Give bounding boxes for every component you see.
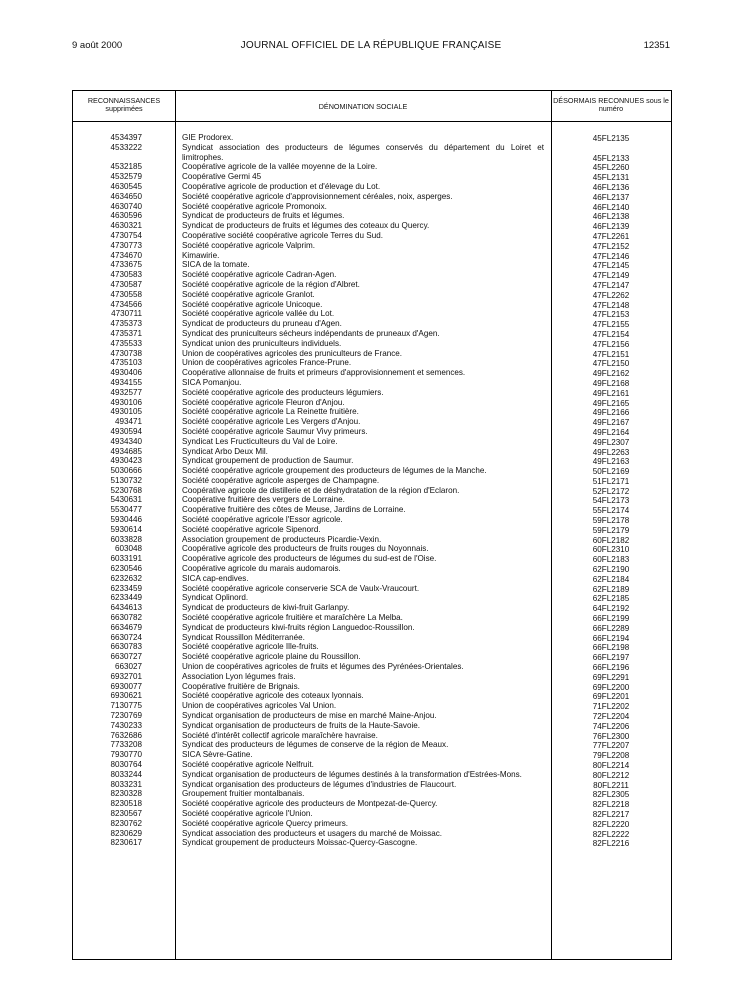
company-name: Union de coopératives agricoles Val Union. [182,701,337,711]
company-name: SICA de la tomate. [182,260,250,270]
new-recognition-number: 82FL2222 [592,829,630,839]
new-recognition-number: 49FL2263 [592,447,630,457]
table-row [73,241,671,251]
new-recognition-number: 74FL2206 [592,721,630,731]
new-recognition-number: 66FL2196 [592,663,630,673]
company-name: Société coopérative agricole plaine du Roussillon. [182,652,361,662]
company-name: Société coopérative agricole des producteurs de Montpezat-de-Quercy. [182,799,438,809]
new-recognition-number: 47FL2145 [592,261,630,271]
table-row [73,447,671,457]
table-row [73,838,671,848]
table-row [73,417,671,427]
new-recognition-number: 49FL2307 [592,437,630,447]
table-row [73,339,671,349]
new-recognition-number: 50FL2169 [592,467,630,477]
table-body [73,133,671,848]
table-row [73,682,671,692]
suppressed-number: 5130732 [110,475,142,485]
company-name: Société coopérative agricole asperges de Champagne. [182,475,380,485]
company-name: Société coopérative agricole vallée du Lot. [182,309,335,319]
table-row [73,329,671,339]
suppressed-number: 4634650 [110,191,142,201]
table-row [73,251,671,261]
new-recognition-number: 66FL2194 [592,633,630,643]
company-name: Union de coopératives agricoles France-Prune. [182,358,352,368]
new-recognition-number: 46FL2139 [592,222,630,232]
table-row [73,564,671,574]
table-row [73,731,671,741]
new-recognition-number: 47FL2156 [592,339,630,349]
new-recognition-number: 47FL2150 [592,359,630,369]
table-header [73,91,671,122]
suppressed-number: 8230518 [110,799,142,809]
table-row [73,192,671,202]
company-name: Coopérative agricole du marais audomarois. [182,564,341,574]
company-name: Société coopérative agricole des producteurs légumiers. [182,387,384,397]
suppressed-number: 6033191 [110,554,142,564]
company-name: Union de coopératives agricoles de fruits et légumes des Pyrénées-Orientales. [182,662,464,672]
new-recognition-number: 59FL2178 [592,516,630,526]
table-row [73,260,671,270]
company-name: Syndicat organisation de producteurs de fruits de la Haute-Savoie. [182,720,421,730]
company-name: Société coopérative agricole Granlot. [182,289,315,299]
company-name: Société coopérative agricole Quercy primeurs. [182,818,348,828]
table-row [73,740,671,750]
page-header [72,40,670,54]
table-row [73,505,671,515]
suppressed-number: 4532185 [110,162,142,172]
table-row [73,280,671,290]
new-recognition-number: 82FL2216 [592,839,630,849]
suppressed-number: 7632686 [110,730,142,740]
table-row [73,495,671,505]
new-recognition-number: 49FL2162 [592,369,630,379]
suppressed-number: 4730773 [110,240,142,250]
new-recognition-number: 66FL2198 [592,643,630,653]
new-recognition-number: 47FL2147 [592,280,630,290]
suppressed-number: 7733208 [110,740,142,750]
suppressed-number: 4730583 [110,270,142,280]
new-recognition-number: 47FL2148 [592,300,630,310]
suppressed-number: 8033244 [110,769,142,779]
table-row [73,398,671,408]
new-recognition-number: 45FL2131 [592,173,630,183]
company-name: Syndicat de producteurs kiwi-fruits région Languedoc-Roussillon. [182,622,415,632]
table-row [73,358,671,368]
suppressed-number: 4930106 [110,397,142,407]
suppressed-number: 663027 [114,662,142,672]
company-name: Syndicat des producteurs de légumes de conserve de la région de Meaux. [182,740,449,750]
new-recognition-number: 62FL2185 [592,594,630,604]
table-row [73,456,671,466]
company-name: Association Lyon légumes frais. [182,671,296,681]
company-name: Société coopérative agricole l'Union. [182,808,313,818]
new-recognition-number: 47FL2153 [592,310,630,320]
suppressed-number: 6233459 [110,583,142,593]
table-row [73,633,671,643]
table-row [73,182,671,192]
company-name: Coopérative agricole des producteurs de fruits rouges du Noyonnais. [182,544,429,554]
new-recognition-number: 79FL2208 [592,751,630,761]
new-recognition-number: 55FL2174 [592,506,630,516]
table-row [73,544,671,554]
new-recognition-number: 66FL2197 [592,653,630,663]
new-recognition-number: 82FL2218 [592,800,630,810]
table-row [73,319,671,329]
recognition-table [72,90,672,960]
suppressed-number: 4730754 [110,230,142,240]
header-company-name: DÉNOMINATION SOCIALE [318,102,408,111]
table-row [73,760,671,770]
table-row [73,691,671,701]
table-row [73,290,671,300]
company-name: SICA Sèvre-Gatine. [182,750,253,760]
company-name: Syndicat de producteurs de fruits et légumes. [182,211,345,221]
suppressed-number: 6233449 [110,593,142,603]
suppressed-number: 4930406 [110,368,142,378]
new-recognition-number: 46FL2136 [592,182,630,192]
table-row [73,349,671,359]
table-row [73,750,671,760]
suppressed-number: 5530477 [110,505,142,515]
table-row [73,172,671,182]
company-name: Société coopérative agricole Ille-fruits. [182,642,319,652]
suppressed-number: 4733675 [110,260,142,270]
suppressed-number: 603048 [114,544,142,554]
new-recognition-number: 66FL2199 [592,614,630,624]
company-name: Société coopérative agricole conserverie SCA de Vaulx-Vraucourt. [182,583,420,593]
table-row [73,701,671,711]
table-row [73,466,671,476]
suppressed-number: 8230567 [110,808,142,818]
suppressed-number: 7230769 [110,711,142,721]
company-name: Syndicat Arbo Deux Mil. [182,446,268,456]
header-new-recognition-number: DÉSORMAIS RECONNUES sous le numéro [553,96,669,113]
suppressed-number: 6930621 [110,691,142,701]
suppressed-number: 4730558 [110,289,142,299]
company-name: Coopérative agricole de distillerie et de déshydratation de la région d'Eclaron. [182,485,460,495]
company-name: Coopérative allonnaise de fruits et primeurs d'approvisionnement et semences. [182,368,466,378]
suppressed-number: 5930614 [110,524,142,534]
company-name: Société coopérative agricole Unicoque. [182,299,323,309]
suppressed-number: 6434613 [110,603,142,613]
table-row [73,721,671,731]
new-recognition-number: 47FL2261 [592,231,630,241]
new-recognition-number: 80FL2212 [592,770,630,780]
suppressed-number: 5430631 [110,495,142,505]
new-recognition-number: 80FL2211 [593,780,629,790]
new-recognition-number: 47FL2262 [592,290,630,300]
company-name: Syndicat Oplinord. [182,593,249,603]
new-recognition-number: 60FL2182 [592,535,630,545]
company-name: SICA cap-endives. [182,573,249,583]
table-row [73,603,671,613]
suppressed-number: 6630724 [110,632,142,642]
suppressed-number: 4730711 [111,309,142,319]
new-recognition-number: 45FL2135 [592,134,630,143]
table-row [73,221,671,231]
company-name: Syndicat de producteurs de fruits et légumes des coteaux du Quercy. [182,221,430,231]
new-recognition-number: 60FL2310 [592,545,630,555]
table-row [73,407,671,417]
new-recognition-number: 69FL2201 [592,692,630,702]
company-name: Syndicat de producteurs du pruneau d'Agen. [182,319,342,329]
new-recognition-number: 62FL2190 [592,565,630,575]
company-name: Société coopérative agricole fruitière et maraîchère La Melba. [182,613,403,623]
table-row [73,789,671,799]
new-recognition-number: 62FL2184 [592,574,630,584]
company-name: Syndicat groupement de producteurs Moissac-Quercy-Gascogne. [182,838,418,848]
table-row [73,770,671,780]
table-row [73,388,671,398]
company-name: Syndicat association des producteurs de légumes conservés du département du Loiret et limitrophes. [182,142,544,162]
company-name: Coopérative agricole de la vallée moyenne de la Loire. [182,162,378,172]
journal-title: JOURNAL OFFICIEL DE LA RÉPUBLIQUE FRANÇAISE [240,40,502,51]
suppressed-number: 6630783 [110,642,142,652]
company-name: Société d'intérêt collectif agricole maraîchère havraise. [182,730,378,740]
new-recognition-number: 46FL2138 [592,212,630,222]
suppressed-number: 4735371 [110,328,142,338]
suppressed-number: 5930446 [110,515,142,525]
table-row [73,133,671,143]
new-recognition-number: 47FL2155 [592,320,630,330]
table-row [73,584,671,594]
suppressed-number: 8230762 [110,818,142,828]
company-name: Société coopérative agricole Les Vergers d'Anjou. [182,417,361,427]
suppressed-number: 6634679 [110,622,142,632]
table-row [73,300,671,310]
suppressed-number: 4734566 [110,299,142,309]
company-name: GIE Prodorex. [182,133,234,142]
new-recognition-number: 54FL2173 [592,496,630,506]
company-name: Coopérative agricole des producteurs de légumes du sud-est de l'Oise. [182,554,437,564]
table-row [73,162,671,172]
table-row [73,711,671,721]
table-row [73,652,671,662]
suppressed-number: 4735103 [110,358,142,368]
company-name: Société coopérative agricole Nelfruit. [182,760,314,769]
company-name: Association groupement de producteurs Picardie-Vexin. [182,534,382,544]
header-suppressed-recognitions: RECONNAISSANCES supprimées [87,96,161,113]
company-name: Coopérative société coopérative agricole Terres du Sud. [182,230,383,240]
company-name: Syndicat groupement de production de Saumur. [182,456,354,466]
suppressed-number: 4934685 [110,446,142,456]
new-recognition-number: 76FL2300 [592,731,630,741]
suppressed-number: 6630727 [110,652,142,662]
company-name: Syndicat union des pruniculteurs individuels. [182,338,342,348]
table-row [73,202,671,212]
new-recognition-number: 45FL2133 [592,153,630,163]
publication-date: 9 août 2000 [72,40,123,51]
new-recognition-number: 49FL2166 [592,408,630,418]
new-recognition-number: 49FL2168 [592,378,630,388]
suppressed-number: 4934340 [110,436,142,446]
suppressed-number: 7130775 [110,701,142,711]
new-recognition-number: 47FL2146 [592,251,630,261]
suppressed-number: 8033231 [110,779,142,789]
new-recognition-number: 51FL2171 [592,476,630,486]
suppressed-number: 4730738 [110,348,142,358]
new-recognition-number: 47FL2154 [592,329,630,339]
suppressed-number: 6232632 [110,573,142,583]
table-row [73,809,671,819]
company-name: Société coopérative agricole de la région d'Albret. [182,279,360,289]
company-name: Société coopérative agricole d'approvisionnement céréales, noix, asperges. [182,191,453,201]
new-recognition-number: 60FL2183 [592,555,630,565]
table-row [73,662,671,672]
company-name: Coopérative agricole de production et d'élevage du Lot. [182,181,381,191]
new-recognition-number: 49FL2164 [592,427,630,437]
suppressed-number: 8230629 [110,828,142,838]
new-recognition-number: 80FL2214 [592,761,630,770]
new-recognition-number: 72FL2204 [592,712,630,722]
suppressed-number: 4735373 [110,319,142,329]
new-recognition-number: 69FL2291 [592,672,630,682]
suppressed-number: 8230328 [110,789,142,799]
suppressed-number: 4630321 [110,221,142,231]
company-name: Société coopérative agricole Valprim. [182,240,316,250]
new-recognition-number: 71FL2202 [592,702,630,712]
suppressed-number: 4930423 [110,456,142,466]
new-recognition-number: 62FL2189 [592,584,630,594]
table-row [73,829,671,839]
suppressed-number: 4730587 [110,279,142,289]
new-recognition-number: 49FL2167 [592,418,630,428]
page-number: 12351 [643,40,670,51]
company-name: Coopérative fruitière des vergers de Lorraine. [182,495,345,505]
table-row [73,819,671,829]
suppressed-number: 4630545 [110,181,142,191]
suppressed-number: 4533222 [110,142,142,152]
suppressed-number: 8030764 [110,760,142,769]
suppressed-number: 4532579 [110,172,142,182]
new-recognition-number: 49FL2161 [592,388,630,398]
new-recognition-number: 45FL2260 [592,163,630,173]
new-recognition-number: 49FL2165 [592,398,630,408]
suppressed-number: 5230768 [110,485,142,495]
suppressed-number: 4930105 [110,407,142,417]
company-name: Syndicat organisation de producteurs de légumes destinés à la transformation d'Estrées-Mons. [182,769,522,779]
company-name: Société coopérative agricole Saumur Vivy primeurs. [182,426,368,436]
new-recognition-number: 49FL2163 [592,457,630,467]
suppressed-number: 493471 [114,417,142,427]
company-name: Syndicat Les Fructiculteurs du Val de Loire. [182,436,338,446]
company-name: Société coopérative agricole La Reinette fruitière. [182,407,359,417]
company-name: Société coopérative agricole Fleuron d'Anjou. [182,397,345,407]
table-row [73,642,671,652]
suppressed-number: 6930077 [110,681,142,691]
suppressed-number: 7430233 [110,720,142,730]
company-name: Société coopérative agricole l'Essor agricole. [182,515,343,525]
new-recognition-number: 69FL2200 [592,682,630,692]
new-recognition-number: 52FL2172 [592,486,630,496]
suppressed-number: 5030666 [110,466,142,476]
suppressed-number: 8230617 [110,838,142,848]
company-name: Syndicat organisation de producteurs de mise en marché Maine-Anjou. [182,711,437,721]
table-row [73,378,671,388]
company-name: Syndicat organisation des producteurs de légumes d'industries de Flaucourt. [182,779,457,789]
new-recognition-number: 47FL2149 [592,271,630,281]
company-name: Société coopérative agricole Cadran-Agen. [182,270,337,280]
table-row [73,515,671,525]
company-name: Syndicat de producteurs de kiwi-fruit Garlanpy. [182,603,350,613]
table-row [73,574,671,584]
company-name: Société coopérative agricole Sipenord. [182,524,321,534]
new-recognition-number: 82FL2217 [592,809,630,819]
table-row [73,672,671,682]
new-recognition-number: 47FL2152 [592,241,630,251]
table-row [73,476,671,486]
suppressed-number: 4534397 [110,133,142,142]
company-name: Union de coopératives agricoles des pruniculteurs de France. [182,348,403,358]
suppressed-number: 6230546 [110,564,142,574]
table-row [73,554,671,564]
table-row [73,309,671,319]
table-row [73,486,671,496]
new-recognition-number: 64FL2192 [592,604,630,614]
suppressed-number: 4630596 [110,211,142,221]
table-row [73,231,671,241]
company-name: Société coopérative agricole groupement des producteurs de légumes de la Manche. [182,466,487,476]
suppressed-number: 4934155 [110,377,142,387]
suppressed-number: 4932577 [110,387,142,397]
new-recognition-number: 82FL2220 [592,819,630,829]
company-name: Syndicat des pruniculteurs sécheurs indépendants de pruneaux d'Agen. [182,328,440,338]
new-recognition-number: 77FL2207 [592,741,630,751]
suppressed-number: 6033828 [110,534,142,544]
new-recognition-number: 66FL2289 [592,623,630,633]
company-name: Kimawirie. [182,250,220,260]
company-name: Coopérative fruitière de Brignais. [182,681,300,691]
new-recognition-number: 46FL2137 [592,192,630,202]
company-name: Syndicat Roussillon Méditerranée. [182,632,305,642]
new-recognition-number: 46FL2140 [592,202,630,212]
suppressed-number: 6932701 [110,671,142,681]
suppressed-number: 4735533 [110,338,142,348]
company-name: Coopérative Germi 45 [182,172,262,182]
new-recognition-number: 59FL2179 [592,525,630,535]
table-row [73,525,671,535]
table-row [73,613,671,623]
suppressed-number: 4734670 [110,250,142,260]
company-name: Société coopérative agricole Promonoix. [182,201,327,211]
suppressed-number: 4630740 [110,201,142,211]
table-row [73,368,671,378]
table-row [73,780,671,790]
suppressed-number: 6630782 [110,613,142,623]
company-name: Groupement fruitier montalbanais. [182,789,305,799]
table-row [73,211,671,221]
table-row [73,143,671,163]
company-name: Coopérative fruitière des côtes de Meuse, Jardins de Lorraine. [182,505,406,515]
table-row [73,535,671,545]
table-row [73,799,671,809]
suppressed-number: 7930770 [110,750,142,760]
new-recognition-number: 47FL2151 [592,349,630,359]
table-row [73,437,671,447]
company-name: Syndicat association des producteurs et usagers du marché de Moissac. [182,828,443,838]
table-row [73,270,671,280]
company-name: SICA Pomanjou. [182,377,242,387]
suppressed-number: 4930594 [110,426,142,436]
new-recognition-number: 82FL2305 [592,790,630,800]
company-name: Société coopérative agricole des coteaux lyonnais. [182,691,364,701]
table-row [73,623,671,633]
table-row [73,427,671,437]
table-row [73,593,671,603]
